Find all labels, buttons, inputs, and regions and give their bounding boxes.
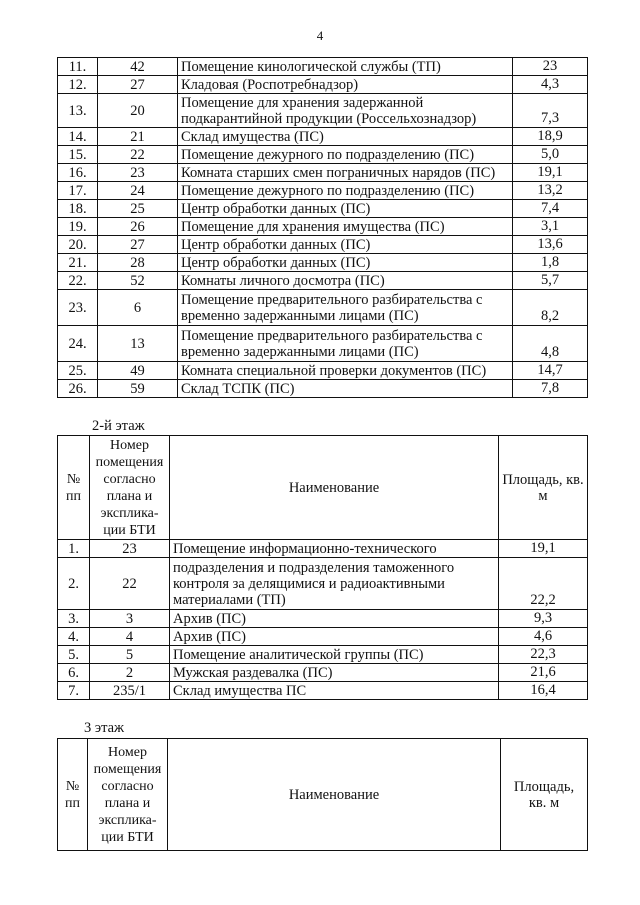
room-number: 23: [98, 164, 178, 182]
table-row: [58, 76, 588, 94]
room-area: 4,6: [499, 628, 588, 646]
room-name: Помещение для хранения имущества (ПС): [178, 218, 513, 236]
table-row: [58, 272, 588, 290]
table-row: [58, 380, 588, 398]
table-row: [58, 682, 588, 700]
table-row: [58, 290, 588, 326]
room-area: 4,3: [513, 76, 588, 94]
table-row: [58, 218, 588, 236]
room-name: Помещение аналитической группы (ПС): [170, 646, 499, 664]
table-row: [58, 610, 588, 628]
floor-2-table: [57, 435, 588, 700]
room-number: 21: [98, 128, 178, 146]
room-area: 14,7: [513, 362, 588, 380]
table-row: [58, 254, 588, 272]
row-number: 17.: [58, 182, 98, 200]
room-name: Мужская раздевалка (ПС): [170, 664, 499, 682]
row-number: 16.: [58, 164, 98, 182]
header-room-number: Номер помещения согласно плана и эксплика-ции БТИ: [90, 436, 170, 540]
row-number: 15.: [58, 146, 98, 164]
floor-2-title: 2-й этаж: [92, 418, 145, 434]
room-number: 22: [98, 146, 178, 164]
room-name: Помещение информационно-технического: [170, 540, 499, 558]
page-number: 4: [316, 28, 324, 43]
row-number: 1.: [58, 540, 90, 558]
room-number: 52: [98, 272, 178, 290]
room-area: 19,1: [499, 540, 588, 558]
row-number: 19.: [58, 218, 98, 236]
row-number: 4.: [58, 628, 90, 646]
room-number: 42: [98, 58, 178, 76]
room-name: Центр обработки данных (ПС): [178, 200, 513, 218]
room-area: 7,8: [513, 380, 588, 398]
floor-3-title: 3 этаж: [84, 720, 125, 736]
table-row: [58, 182, 588, 200]
table-row: [58, 540, 588, 558]
row-number: 18.: [58, 200, 98, 218]
room-number: 28: [98, 254, 178, 272]
table-row: [58, 628, 588, 646]
room-name: Центр обработки данных (ПС): [178, 254, 513, 272]
room-area: 5,0: [513, 146, 588, 164]
table-row: [58, 362, 588, 380]
room-area: 3,1: [513, 218, 588, 236]
row-number: 23.: [58, 290, 98, 326]
row-number: 25.: [58, 362, 98, 380]
table-row: [58, 94, 588, 128]
row-number: 12.: [58, 76, 98, 94]
room-area: 7,4: [513, 200, 588, 218]
room-number: 4: [90, 628, 170, 646]
room-name: Помещение кинологической службы (ТП): [178, 58, 513, 76]
room-name: Комната старших смен пограничных нарядов (ПС): [178, 164, 513, 182]
table-row: [58, 146, 588, 164]
room-name: Комната специальной проверки документов (ПС): [178, 362, 513, 380]
room-number: 25: [98, 200, 178, 218]
room-area: 19,1: [513, 164, 588, 182]
room-number: 13: [98, 326, 178, 362]
room-number: 20: [98, 94, 178, 128]
row-number: 5.: [58, 646, 90, 664]
row-number: 26.: [58, 380, 98, 398]
row-number: 14.: [58, 128, 98, 146]
table-header-row: [58, 436, 588, 540]
room-name: Помещение для хранения задержанной подкарантийной продукции (Россельхознадзор): [178, 94, 513, 128]
room-number: 26: [98, 218, 178, 236]
table-row: [58, 200, 588, 218]
room-name: Склад ТСПК (ПС): [178, 380, 513, 398]
header-name: Наименование: [168, 739, 501, 851]
room-name: Помещение предварительного разбирательства с временно задержанными лицами (ПС): [178, 290, 513, 326]
room-name: Помещение дежурного по подразделению (ПС): [178, 146, 513, 164]
room-number: 27: [98, 236, 178, 254]
room-name: Кладовая (Роспотребнадзор): [178, 76, 513, 94]
room-area: 21,6: [499, 664, 588, 682]
table-row: [58, 164, 588, 182]
header-name: Наименование: [170, 436, 499, 540]
table-row: [58, 664, 588, 682]
room-number: 2: [90, 664, 170, 682]
row-number: 6.: [58, 664, 90, 682]
room-area: 18,9: [513, 128, 588, 146]
room-area: 1,8: [513, 254, 588, 272]
room-name: Помещение дежурного по подразделению (ПС): [178, 182, 513, 200]
row-number: 13.: [58, 94, 98, 128]
table-row: [58, 646, 588, 664]
row-number: 11.: [58, 58, 98, 76]
header-area: Площадь, кв. м: [501, 739, 588, 851]
header-no: № пп: [58, 739, 88, 851]
room-number: 6: [98, 290, 178, 326]
table-row: [58, 58, 588, 76]
room-number: 22: [90, 558, 170, 610]
room-number: 5: [90, 646, 170, 664]
room-number: 27: [98, 76, 178, 94]
room-name: Архив (ПС): [170, 610, 499, 628]
room-area: 22,3: [499, 646, 588, 664]
table-row: [58, 558, 588, 610]
room-area: 23: [513, 58, 588, 76]
room-area: 8,2: [513, 290, 588, 326]
row-number: 20.: [58, 236, 98, 254]
room-name: Центр обработки данных (ПС): [178, 236, 513, 254]
header-room-number: Номер помещения согласно плана и эксплика-ции БТИ: [88, 739, 168, 851]
room-name: Комнаты личного досмотра (ПС): [178, 272, 513, 290]
room-number: 24: [98, 182, 178, 200]
ground-floor-table: [57, 57, 588, 398]
room-name: Помещение предварительного разбирательства с временно задержанными лицами (ПС): [178, 326, 513, 362]
room-number: 235/1: [90, 682, 170, 700]
room-name: Склад имущества (ПС): [178, 128, 513, 146]
row-number: 2.: [58, 558, 90, 610]
room-name: подразделения и подразделения таможенного контроля за делящимися и радиоактивными материалами (ТП): [170, 558, 499, 610]
room-number: 3: [90, 610, 170, 628]
room-area: 16,4: [499, 682, 588, 700]
room-area: 13,2: [513, 182, 588, 200]
room-number: 59: [98, 380, 178, 398]
room-number: 49: [98, 362, 178, 380]
floor-3-table: [57, 738, 588, 851]
table-row: [58, 236, 588, 254]
row-number: 7.: [58, 682, 90, 700]
room-area: 4,8: [513, 326, 588, 362]
room-area: 9,3: [499, 610, 588, 628]
row-number: 21.: [58, 254, 98, 272]
table-row: [58, 326, 588, 362]
row-number: 22.: [58, 272, 98, 290]
row-number: 24.: [58, 326, 98, 362]
room-name: Склад имущества ПС: [170, 682, 499, 700]
table-row: [58, 128, 588, 146]
header-no: № пп: [58, 436, 90, 540]
room-number: 23: [90, 540, 170, 558]
room-area: 13,6: [513, 236, 588, 254]
room-area: 7,3: [513, 94, 588, 128]
room-name: Архив (ПС): [170, 628, 499, 646]
header-area: Площадь, кв. м: [499, 436, 588, 540]
row-number: 3.: [58, 610, 90, 628]
room-area: 5,7: [513, 272, 588, 290]
table-header-row: [58, 739, 588, 851]
room-area: 22,2: [499, 558, 588, 610]
